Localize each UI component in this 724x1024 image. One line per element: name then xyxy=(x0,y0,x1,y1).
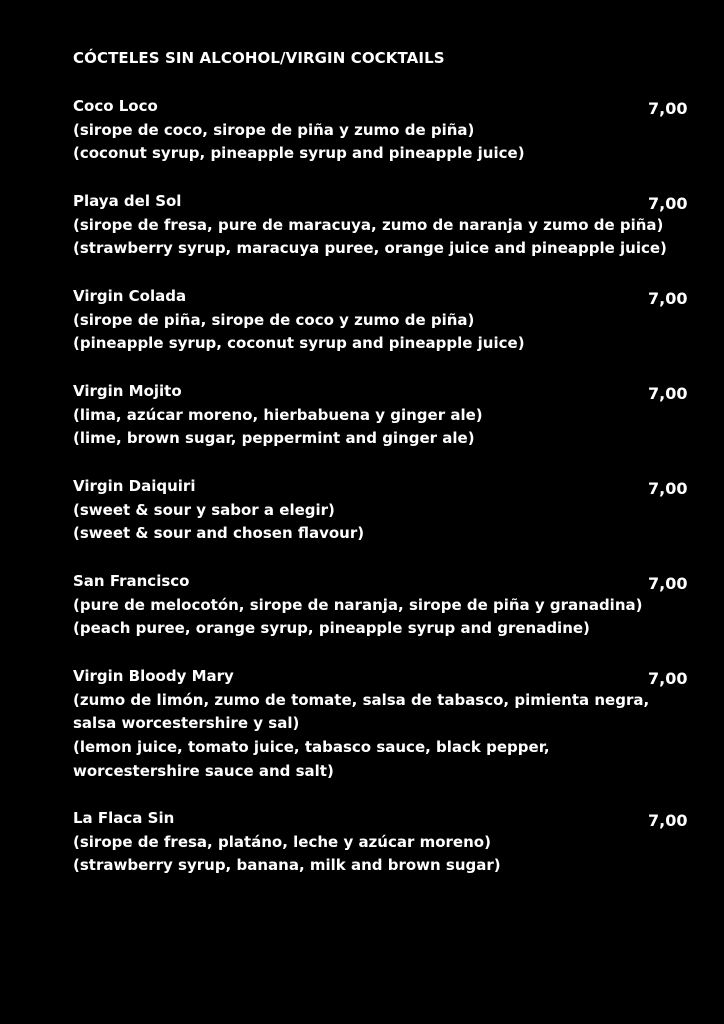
menu-item-playa-del-sol xyxy=(73,190,713,261)
menu-title: CÓCTELES SIN ALCOHOL/VIRGIN COCKTAILS xyxy=(73,49,445,67)
item-description-es: (sweet & sour y sabor a elegir) xyxy=(73,500,335,519)
menu-item-san-francisco xyxy=(73,570,713,641)
item-description-es: (sirope de coco, sirope de piña y zumo de piña) xyxy=(73,120,475,139)
item-description-es: (sirope de piña, sirope de coco y zumo de piña) xyxy=(73,310,475,329)
item-name: Virgin Bloody Mary xyxy=(73,667,234,685)
item-description-en: (pineapple syrup, coconut syrup and pineapple juice) xyxy=(73,334,525,353)
menu-item-virgin-mojito xyxy=(73,380,713,451)
item-name: Virgin Mojito xyxy=(73,382,182,400)
item-description-en: (sweet & sour and chosen flavour) xyxy=(73,524,365,543)
item-price: 7,00 xyxy=(648,479,688,498)
menu-item-la-flaca-sin xyxy=(73,807,713,878)
item-description-es: (sirope de fresa, platáno, leche y azúcar moreno) xyxy=(73,832,491,851)
item-name: La Flaca Sin xyxy=(73,809,175,827)
menu-item-virgin-bloody-mary xyxy=(73,665,713,784)
item-description-en-continued: worcestershire sauce and salt) xyxy=(73,761,334,780)
item-description-en: (peach puree, orange syrup, pineapple syrup and grenadine) xyxy=(73,619,590,638)
item-name: Playa del Sol xyxy=(73,192,182,210)
menu-item-virgin-daiquiri xyxy=(73,475,713,546)
menu-item-virgin-colada xyxy=(73,285,713,356)
item-description-en: (strawberry syrup, banana, milk and brown sugar) xyxy=(73,856,501,875)
item-description-es-continued: salsa worcestershire y sal) xyxy=(73,714,300,733)
item-name: San Francisco xyxy=(73,572,190,590)
item-price: 7,00 xyxy=(648,574,688,593)
item-description-en: (strawberry syrup, maracuya puree, orange juice and pineapple juice) xyxy=(73,239,667,258)
menu-item-coco-loco xyxy=(73,95,713,166)
item-price: 7,00 xyxy=(648,289,688,308)
item-name: Coco Loco xyxy=(73,97,158,115)
item-description-en: (coconut syrup, pineapple syrup and pineapple juice) xyxy=(73,144,525,163)
item-price: 7,00 xyxy=(648,194,688,213)
item-price: 7,00 xyxy=(648,669,688,688)
item-description-es: (pure de melocotón, sirope de naranja, sirope de piña y granadina) xyxy=(73,595,643,614)
item-description-es: (sirope de fresa, pure de maracuya, zumo de naranja y zumo de piña) xyxy=(73,215,664,234)
item-description-es: (lima, azúcar moreno, hierbabuena y ginger ale) xyxy=(73,405,483,424)
item-description-en: (lime, brown sugar, peppermint and ginger ale) xyxy=(73,429,475,448)
item-price: 7,00 xyxy=(648,811,688,830)
item-name: Virgin Daiquiri xyxy=(73,477,196,495)
item-description-en: (lemon juice, tomato juice, tabasco sauce, black pepper, xyxy=(73,738,550,757)
item-price: 7,00 xyxy=(648,99,688,118)
item-description-es: (zumo de limón, zumo de tomate, salsa de tabasco, pimienta negra, xyxy=(73,690,650,709)
item-price: 7,00 xyxy=(648,384,688,403)
item-name: Virgin Colada xyxy=(73,287,187,305)
